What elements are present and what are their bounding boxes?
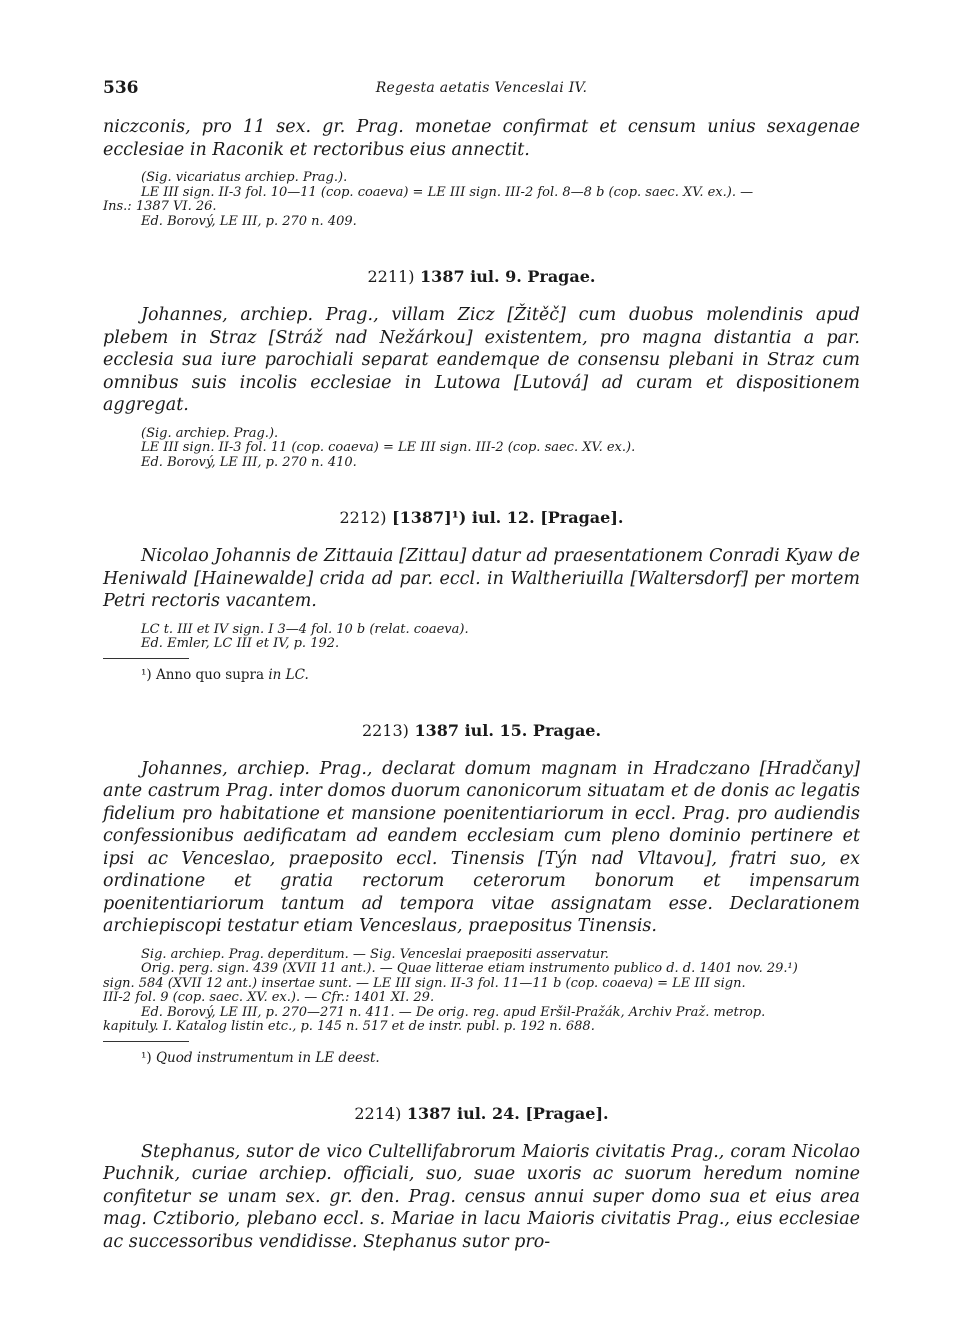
entry-number: 2214) xyxy=(354,1103,402,1123)
entry-title xyxy=(103,721,860,740)
entry-text: Nicolao Johannis de Zittauia [Zittau] datur ad praesentationem Conradi Kyaw de Heniwald [Hainewalde] crida ad par. eccl. in Waltheriuilla [Waltersdorf] per mortem Petri rectoris vacantem. xyxy=(103,546,860,611)
footnote-italic: Quod instrumentum in LE deest. xyxy=(151,1049,380,1066)
note-line: III-2 fol. 9 (cop. saec. XV. ex.). — Cfr.: 1401 XI. 29. xyxy=(103,990,435,1005)
entry-2214 xyxy=(103,1104,860,1254)
note-line: Ed. Borový, LE III, p. 270 n. 410. xyxy=(141,454,357,470)
footnote-marker: ¹) xyxy=(141,1049,152,1066)
entry-text: niczconis, pro 11 sex. gr. Prag. monetae confirmat et censum unius sexagenae ecclesiae in Raconik et rectoribus eius annectit. xyxy=(103,117,860,160)
note-line: LE III sign. II-3 fol. 11 (cop. coaeva) = LE III sign. III-2 (cop. saec. XV. ex.). xyxy=(141,440,636,455)
entry-date: 1387 iul. 9. Pragae. xyxy=(420,267,596,286)
entry-2213 xyxy=(103,721,860,1066)
note-line: Ed. Emler, LC III et IV, p. 192. xyxy=(141,636,340,651)
entry-number: 2211) xyxy=(367,267,415,286)
note-line: (Sig. archiep. Prag.). xyxy=(141,425,279,441)
page-number: 536 xyxy=(103,78,139,98)
footnote-divider xyxy=(103,1041,189,1042)
note-line: Orig. perg. sign. 439 (XVII 11 ant.). — Quae litterae etiam instrumento publico d. d. 1401 nov. 29.¹) xyxy=(141,961,798,976)
footnote-italic: in LC. xyxy=(268,666,309,683)
footnote xyxy=(103,1050,860,1066)
entry-2211 xyxy=(103,267,860,470)
footnote-text: Anno quo supra xyxy=(151,666,269,683)
footnote-divider xyxy=(103,658,189,659)
entry-title xyxy=(103,508,860,527)
running-title: Regesta aetatis Venceslai IV. xyxy=(375,80,588,96)
entry-text: Johannes, archiep. Prag., declarat domum magnam in Hradczano [Hradčany] ante castrum Prag. inter domos duorum canonicorum situatam et de donis ac legatis fidelium pro habitatione et mansione poenitentiariorum in eccl. Prag. pro audiendis confessionibus aedificatam ad eandem ecclesiam cum pleno dominio pertinere et ipsi ac Venceslao, praeposito eccl. Tinensis [Týn nad Vltavou], fratri suo, ex ordinatione et gratia rectorum ceterorum bonorum et impensarum poenitentiariorum tantum ad tempora vitae assignatam esse. Declarationem archiepiscopi testatur etiam Venceslaus, praepositus Tinensis. xyxy=(103,758,860,936)
footnote-marker: ¹) xyxy=(141,666,152,683)
entry-notes xyxy=(103,623,860,652)
note-line: sign. 584 (XVII 12 ant.) insertae sunt. — LE III sign. II-3 fol. 11—11 b (cop. coaeva) = LE III sign. xyxy=(103,975,746,991)
entry-2212 xyxy=(103,508,860,683)
entry-notes xyxy=(103,948,860,1035)
entry-date: [1387]¹) iul. 12. [Pragae]. xyxy=(392,508,624,527)
note-line: Ins.: 1387 VI. 26. xyxy=(103,199,217,214)
entry-continuation xyxy=(103,116,860,229)
note-line: Ed. Borový, LE III, p. 270 n. 409. xyxy=(141,213,357,229)
entry-notes xyxy=(103,427,860,471)
entry-title xyxy=(103,267,860,286)
entry-number: 2212) xyxy=(339,508,387,527)
note-line: Sig. archiep. Prag. deperditum. — Sig. Venceslai praepositi asservatur. xyxy=(141,946,609,962)
entry-notes xyxy=(103,171,860,229)
entry-date: 1387 iul. 15. Pragae. xyxy=(414,720,602,740)
entry-text: Johannes, archiep. Prag., villam Zicz [Žitěč] cum duobus molendinis apud plebem in Straz [Stráž nad Nežárkou] existentem, pro magna distantia a par. ecclesia sua iure parochiali separat eandemque de consensu plebani in Straz cum omnibus suis incolis ecclesiae in Lutowa [Lutová] ad curam et dispositionem aggregat. xyxy=(103,305,860,415)
entry-title xyxy=(103,1104,860,1123)
entry-text: Stephanus, sutor de vico Cultellifabrorum Maioris civitatis Prag., coram Nicolao Puchnik, curiae archiep. officiali, suo, suae uxoris ac suorum heredum nomine confitetur se unam sex. gr. den. Prag. census annui super domo sua et eius area mag. Cztiborio, plebano eccl. s. Mariae in lacu Maioris civitatis Prag., eius ecclesiae ac successoribus vendidisse. Stephanus sutor pro- xyxy=(103,1141,860,1252)
note-line: kapituly. I. Katalog listin etc., p. 145 n. 517 et de instr. publ. p. 192 n. 688. xyxy=(103,1019,595,1034)
note-line: Ed. Borový, LE III, p. 270—271 n. 411. — De orig. reg. apud Eršil-Pražák, Archiv Praž. metrop. xyxy=(141,1004,766,1020)
note-line: LC t. III et IV sign. I 3—4 fol. 10 b (relat. coaeva). xyxy=(141,621,469,637)
footnote xyxy=(103,667,860,683)
page-header xyxy=(103,72,860,102)
entry-number: 2213) xyxy=(361,720,409,740)
page xyxy=(103,72,860,1253)
note-line: LE III sign. II-3 fol. 10—11 (cop. coaeva) = LE III sign. III-2 fol. 8—8 b (cop. saec. XV. ex.). — xyxy=(141,184,754,200)
note-line: (Sig. vicariatus archiep. Prag.). xyxy=(141,170,348,185)
entry-date: 1387 iul. 24. [Pragae]. xyxy=(406,1103,609,1123)
